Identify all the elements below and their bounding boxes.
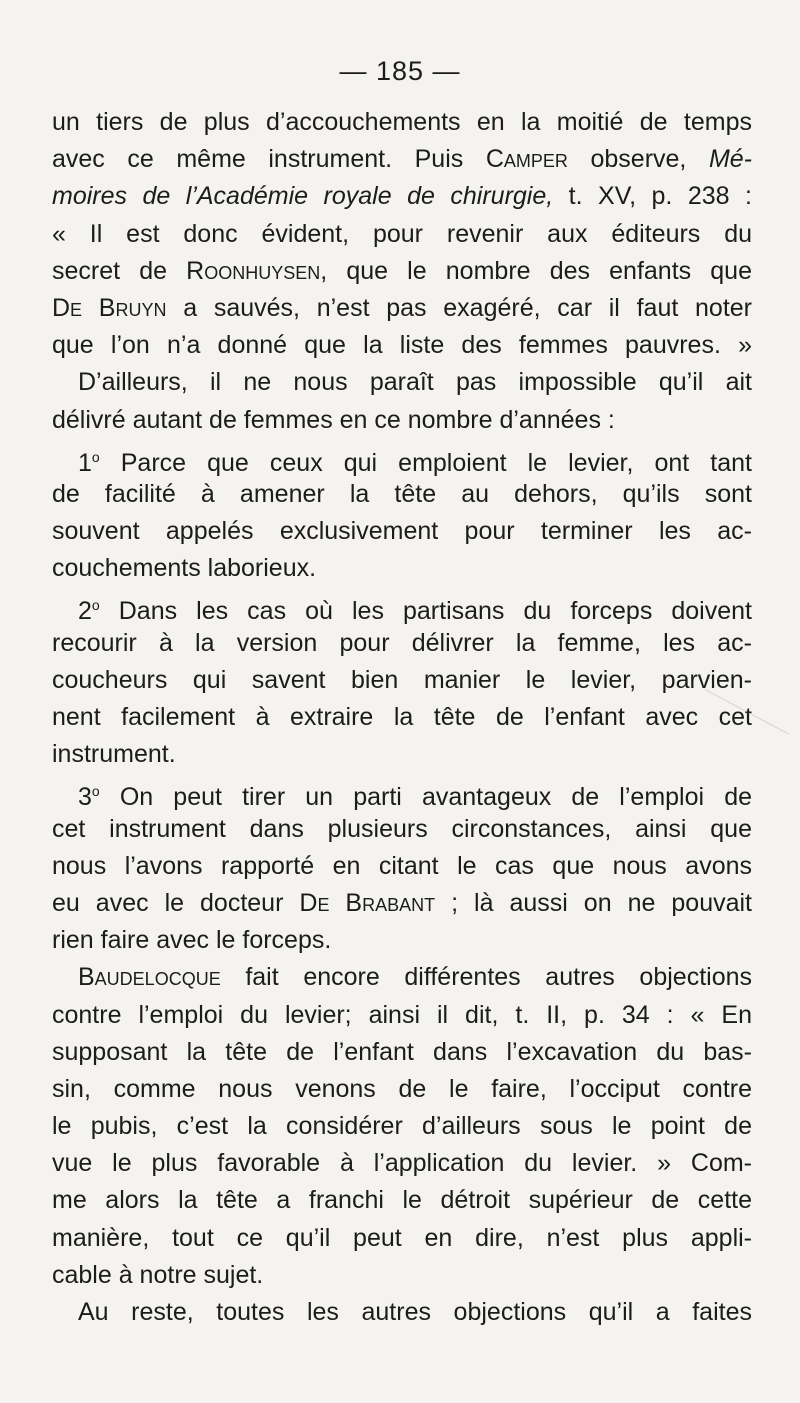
body-text <box>52 104 752 1331</box>
text-line: Baudelocque fait encore différentes autres objections <box>78 963 752 992</box>
text-line: un tiers de plus d’accouchements en la moitié de temps <box>52 108 752 136</box>
author-name: Roonhuysen <box>186 256 321 285</box>
text-line: contre l’emploi du levier; ainsi il dit, t. II, p. 34 : « En <box>52 1000 752 1029</box>
text-line: souvent appelés exclusivement pour terminer les ac- <box>52 517 752 546</box>
text-line: nent facilement à extraire la tête de l’enfant avec cet <box>52 703 752 731</box>
ordinal-mark: o <box>91 597 100 614</box>
text-line: vue le plus favorable à l’application du levier. » Com- <box>52 1149 752 1178</box>
text-line: avec ce même instrument. Puis Camper observe, Mé- <box>52 145 752 174</box>
text-line: rien faire avec le forceps. <box>52 926 332 955</box>
text-line: 2$^o$ Dans les cas où les partisans du forceps doivent <box>78 597 752 626</box>
text-line: sin, comme nous venons de le faire, l’occiput contre <box>52 1074 752 1103</box>
author-name: De Brabant <box>299 888 436 917</box>
text-line: Au reste, toutes les autres objections qu’il a faites <box>78 1298 752 1326</box>
text-line: coucheurs qui savent bien manier le levier, parvien- <box>52 665 752 694</box>
text-line: secret de Roonhuysen, que le nombre des enfants que <box>52 256 752 285</box>
author-name: De Bruyn <box>52 293 167 322</box>
text-line: couchements laborieux. <box>52 554 317 583</box>
ordinal-mark: o <box>91 448 100 465</box>
text-line: moires de l’Académie royale de chirurgie, t. XV, p. 238 : <box>52 182 752 211</box>
text-line: 3$^o$ On peut tirer un parti avantageux de l’emploi de <box>78 783 752 812</box>
text-line: eu avec le docteur De Brabant ; là aussi on ne pouvait <box>52 888 753 917</box>
text-line: recourir à la version pour délivrer la femme, les ac- <box>52 628 752 657</box>
page-number: — 185 — <box>339 56 461 86</box>
text-line: De Bruyn a sauvés, n’est pas exagéré, car il faut noter <box>52 293 752 322</box>
text-line: instrument. <box>52 740 176 769</box>
text-line: D’ailleurs, il ne nous paraît pas impossible qu’il ait <box>78 368 752 397</box>
text-line: que l’on n’a donné que la liste des femmes pauvres. » <box>52 331 752 360</box>
book-title: Mé- <box>708 145 752 174</box>
text-line: supposant la tête de l’enfant dans l’excavation du bas- <box>52 1037 752 1066</box>
text-line: me alors la tête a franchi le détroit supérieur de cette <box>52 1186 752 1215</box>
text-line: délivré autant de femmes en ce nombre d’années : <box>52 405 615 434</box>
text-line: nous l’avons rapporté en citant le cas que nous avons <box>52 851 752 880</box>
ordinal-mark: o <box>91 783 100 800</box>
author-name: Camper <box>485 145 568 174</box>
text-line: le pubis, c’est la considérer d’ailleurs sous le point de <box>52 1112 752 1141</box>
author-name: Baudelocque <box>78 963 221 992</box>
text-line: de facilité à amener la tête au dehors, qu’ils sont <box>52 479 752 508</box>
text-line: 1$^o$ Parce que ceux qui emploient le levier, ont tant <box>78 448 752 477</box>
text-line: « Il est donc évident, pour revenir aux éditeurs du <box>52 219 752 248</box>
text-line: manière, tout ce qu’il peut en dire, n’est plus appli- <box>52 1223 752 1252</box>
book-title: moires de l’Académie royale de chirurgie, <box>52 182 554 211</box>
text-line: cable à notre sujet. <box>52 1260 264 1289</box>
text-line: cet instrument dans plusieurs circonstances, ainsi que <box>52 814 752 843</box>
